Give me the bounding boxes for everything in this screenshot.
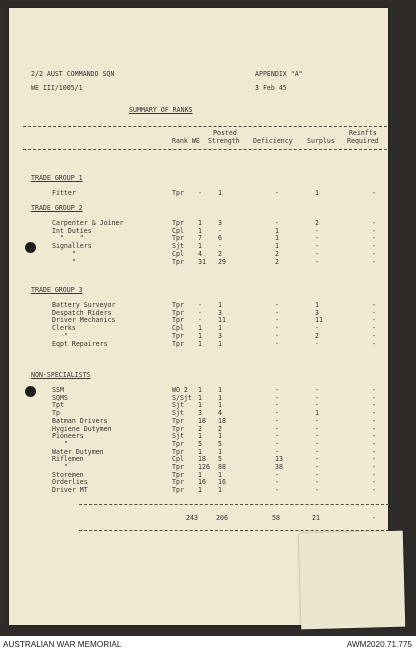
cell-reinfts: - <box>372 470 376 479</box>
cell-we: 1 <box>198 393 202 402</box>
col-posted-label: Posted <box>213 129 237 137</box>
totals-row <box>9 514 388 522</box>
cell-strength: 6 <box>218 234 222 243</box>
cell-reinfts: - <box>372 416 376 425</box>
total-surplus: 21 <box>312 514 320 522</box>
header-rule-bottom <box>23 149 387 150</box>
footer-accession-number: AWM2020.71.775 <box>346 640 412 649</box>
cell-deficiency: - <box>275 416 279 425</box>
row-label: Carpenter & Joiner <box>52 219 124 227</box>
cell-strength: 3 <box>218 331 222 340</box>
cell-we: 1 <box>198 386 202 394</box>
cell-we: - <box>198 189 202 197</box>
row-label: Tpt <box>52 401 64 410</box>
group-heading: TRADE GROUP 2 <box>31 204 83 212</box>
cell-deficiency: - <box>275 401 279 410</box>
header-rule-top <box>23 126 387 127</box>
cell-rank: Tpr <box>172 234 184 243</box>
row-label: " <box>52 331 68 340</box>
cell-we: 1 <box>198 324 202 333</box>
group-heading: TRADE GROUP 3 <box>31 286 83 294</box>
cell-deficiency: - <box>275 470 279 479</box>
cell-surplus: - <box>315 424 319 433</box>
cell-surplus: - <box>315 432 319 441</box>
row-label: Tp <box>52 409 60 418</box>
row-label: Storemen <box>52 470 84 479</box>
cell-deficiency: 1 <box>275 234 279 243</box>
cell-deficiency: 38 <box>275 463 283 471</box>
cell-reinfts: - <box>372 331 376 340</box>
cell-reinfts: - <box>372 301 376 309</box>
row-label: " <box>52 439 68 448</box>
cell-rank: Tpr <box>172 478 184 487</box>
cell-rank: Tpr <box>172 316 184 325</box>
archive-footer <box>0 636 416 653</box>
cell-surplus: - <box>315 455 319 464</box>
cell-we: 126 <box>198 463 210 471</box>
cell-deficiency: - <box>275 189 279 197</box>
row-label: Clerks <box>52 324 76 333</box>
cell-we: 2 <box>198 424 202 433</box>
cell-we: 3 <box>198 409 202 418</box>
cell-strength: 4 <box>218 409 222 418</box>
cell-surplus: 3 <box>315 308 319 317</box>
cell-strength: 1 <box>218 339 222 348</box>
cell-deficiency: - <box>275 439 279 448</box>
cell-we: - <box>198 308 202 317</box>
cell-surplus: - <box>315 439 319 448</box>
cell-we: 1 <box>198 447 202 456</box>
cell-reinfts: - <box>372 339 376 348</box>
cell-rank: Cpl <box>172 455 184 464</box>
cell-deficiency: - <box>275 308 279 317</box>
cell-rank: Tpr <box>172 257 184 266</box>
col-required-label: Required <box>347 137 379 145</box>
cell-rank: Tpr <box>172 470 184 479</box>
cell-strength: - <box>218 242 222 251</box>
cell-rank: Tpr <box>172 301 184 309</box>
cell-we: 5 <box>198 439 202 448</box>
footer-institution: AUSTRALIAN WAR MEMORIAL <box>3 640 122 649</box>
cell-deficiency: - <box>275 393 279 402</box>
row-label: Int Duties <box>52 226 92 235</box>
cell-we: - <box>198 316 202 325</box>
cell-reinfts: - <box>372 463 376 471</box>
col-reinfts-label: Reinfts <box>349 129 377 137</box>
cell-rank: Tpr <box>172 339 184 348</box>
cell-reinfts: - <box>372 226 376 235</box>
row-label: " <box>52 257 76 266</box>
cell-rank: Tpr <box>172 447 184 456</box>
row-label: Driver Mechanics <box>52 316 116 325</box>
cell-reinfts: - <box>372 249 376 258</box>
cell-we: 18 <box>198 455 206 464</box>
cell-rank: Cpl <box>172 226 184 235</box>
cell-we: 1 <box>198 432 202 441</box>
cell-reinfts: - <box>372 424 376 433</box>
cell-rank: Tpr <box>172 416 184 425</box>
cell-we: 1 <box>198 339 202 348</box>
cell-strength: 1 <box>218 386 222 394</box>
cell-deficiency: - <box>275 324 279 333</box>
cell-surplus: - <box>315 447 319 456</box>
cell-rank: Sjt <box>172 409 184 418</box>
group-heading: NON-SPECIALISTS <box>31 371 91 379</box>
cell-deficiency: 1 <box>275 242 279 251</box>
cell-reinfts: - <box>372 257 376 266</box>
cell-rank: Tpr <box>172 439 184 448</box>
cell-reinfts: - <box>372 308 376 317</box>
cell-rank: S/Sjt <box>172 393 192 402</box>
table-row <box>9 340 388 348</box>
cell-deficiency: - <box>275 478 279 487</box>
totals-rule-top <box>79 504 389 505</box>
total-reinfts: - <box>372 514 376 522</box>
cell-strength: 18 <box>218 416 226 425</box>
cell-strength: 29 <box>218 257 226 266</box>
cell-deficiency: - <box>275 409 279 418</box>
cell-rank: Tpr <box>172 219 184 227</box>
cell-reinfts: - <box>372 439 376 448</box>
document-date: 3 Feb 45 <box>255 84 287 92</box>
cell-strength: 5 <box>218 455 222 464</box>
cell-strength: 1 <box>218 393 222 402</box>
cell-surplus: - <box>315 463 319 471</box>
row-label: " " <box>52 234 84 243</box>
cell-reinfts: - <box>372 324 376 333</box>
cell-surplus: 2 <box>315 331 319 340</box>
cell-strength: 1 <box>218 470 222 479</box>
cell-rank: Cpl <box>172 249 184 258</box>
cell-surplus: - <box>315 257 319 266</box>
cell-we: 7 <box>198 234 202 243</box>
totals-rule-bottom <box>79 530 389 531</box>
cell-rank: Tpr <box>172 308 184 317</box>
table-row <box>9 486 388 494</box>
col-deficiency-label: Deficiency <box>253 137 293 145</box>
cell-reinfts: - <box>372 455 376 464</box>
cell-deficiency: - <box>275 424 279 433</box>
cell-surplus: - <box>315 386 319 394</box>
cell-surplus: - <box>315 401 319 410</box>
cell-rank: WO 2 <box>172 386 188 394</box>
cell-reinfts: - <box>372 447 376 456</box>
row-label: Riflemen <box>52 455 84 464</box>
cell-surplus: - <box>315 226 319 235</box>
cell-strength: 88 <box>218 463 226 471</box>
col-surplus-label: Surplus <box>307 137 335 145</box>
cell-reinfts: - <box>372 219 376 227</box>
total-strength: 206 <box>216 514 228 522</box>
cell-reinfts: - <box>372 386 376 394</box>
cell-surplus: - <box>315 416 319 425</box>
cell-surplus: - <box>315 249 319 258</box>
cell-rank: Sjt <box>172 432 184 441</box>
paper-overlap-edge <box>299 531 405 630</box>
cell-strength: 3 <box>218 308 222 317</box>
cell-strength: 1 <box>218 486 222 495</box>
cell-surplus: 1 <box>315 189 319 197</box>
cell-strength: 3 <box>218 219 222 227</box>
cell-strength: 1 <box>218 447 222 456</box>
cell-surplus: - <box>315 324 319 333</box>
cell-we: 1 <box>198 226 202 235</box>
cell-deficiency: 2 <box>275 257 279 266</box>
cell-we: - <box>198 301 202 309</box>
cell-we: 1 <box>198 470 202 479</box>
row-label: Driver MT <box>52 486 88 495</box>
row-label: Signallers <box>52 242 92 251</box>
cell-surplus: - <box>315 234 319 243</box>
cell-strength: 1 <box>218 432 222 441</box>
cell-surplus: 2 <box>315 219 319 227</box>
cell-surplus: - <box>315 486 319 495</box>
cell-deficiency: - <box>275 339 279 348</box>
col-rank-we-label: Rank WE <box>172 137 200 145</box>
cell-rank: Sjt <box>172 242 184 251</box>
cell-deficiency: - <box>275 386 279 394</box>
cell-rank: Tpr <box>172 424 184 433</box>
cell-we: 31 <box>198 257 206 266</box>
cell-strength: 11 <box>218 316 226 325</box>
cell-rank: Tpr <box>172 331 184 340</box>
row-label: Batman Drivers <box>52 416 108 425</box>
row-label: Despatch Riders <box>52 308 112 317</box>
cell-surplus: - <box>315 393 319 402</box>
table-row <box>9 258 388 266</box>
cell-we: 4 <box>198 249 202 258</box>
row-label: Pioneers <box>52 432 84 441</box>
total-we: 243 <box>186 514 198 522</box>
row-label: Orderlies <box>52 478 88 487</box>
cell-reinfts: - <box>372 409 376 418</box>
row-label: Battery Surveyor <box>52 301 116 309</box>
cell-strength: 5 <box>218 439 222 448</box>
cell-we: 1 <box>198 486 202 495</box>
cell-strength: 2 <box>218 249 222 258</box>
cell-surplus: - <box>315 242 319 251</box>
cell-surplus: - <box>315 478 319 487</box>
cell-rank: Tpr <box>172 189 184 197</box>
table-row <box>9 189 388 197</box>
row-label: Hygiene Dutymen <box>52 424 112 433</box>
row-label: Water Dutymen <box>52 447 104 456</box>
cell-we: 16 <box>198 478 206 487</box>
cell-we: 1 <box>198 242 202 251</box>
cell-rank: Tpr <box>172 463 184 471</box>
cell-surplus: 1 <box>315 301 319 309</box>
punch-hole-top <box>25 242 36 253</box>
row-label: SQMS <box>52 393 68 402</box>
page-title: SUMMARY OF RANKS <box>129 106 193 114</box>
cell-surplus: - <box>315 339 319 348</box>
cell-reinfts: - <box>372 393 376 402</box>
row-label: SSM <box>52 386 64 394</box>
cell-we: 1 <box>198 219 202 227</box>
cell-reinfts: - <box>372 189 376 197</box>
row-label: " <box>52 463 68 471</box>
file-reference: WE III/1005/1 <box>31 84 83 92</box>
cell-strength: 16 <box>218 478 226 487</box>
cell-reinfts: - <box>372 234 376 243</box>
cell-strength: 1 <box>218 324 222 333</box>
cell-rank: Cpl <box>172 324 184 333</box>
cell-rank: Tpr <box>172 486 184 495</box>
cell-deficiency: - <box>275 316 279 325</box>
cell-surplus: 11 <box>315 316 323 325</box>
unit-name: 2/2 AUST COMMANDO SQN <box>31 70 115 78</box>
cell-strength: 2 <box>218 424 222 433</box>
cell-deficiency: - <box>275 331 279 340</box>
cell-surplus: 1 <box>315 409 319 418</box>
cell-deficiency: - <box>275 432 279 441</box>
cell-strength: 1 <box>218 189 222 197</box>
cell-reinfts: - <box>372 432 376 441</box>
cell-deficiency: 1 <box>275 226 279 235</box>
cell-we: 1 <box>198 331 202 340</box>
cell-reinfts: - <box>372 478 376 487</box>
cell-rank: Sjt <box>172 401 184 410</box>
cell-we: 1 <box>198 401 202 410</box>
cell-deficiency: - <box>275 301 279 309</box>
cell-strength: 1 <box>218 401 222 410</box>
cell-reinfts: - <box>372 242 376 251</box>
row-label: Fitter <box>52 189 76 197</box>
cell-deficiency: - <box>275 486 279 495</box>
col-strength-label: Strength <box>208 137 240 145</box>
cell-strength: - <box>218 226 222 235</box>
cell-deficiency: 13 <box>275 455 283 464</box>
row-label: " <box>52 249 76 258</box>
cell-reinfts: - <box>372 486 376 495</box>
cell-we: 18 <box>198 416 206 425</box>
cell-deficiency: - <box>275 219 279 227</box>
group-heading: TRADE GROUP 1 <box>31 174 83 182</box>
cell-deficiency: 2 <box>275 249 279 258</box>
cell-reinfts: - <box>372 316 376 325</box>
cell-deficiency: - <box>275 447 279 456</box>
appendix-label: APPENDIX "A" <box>255 70 303 78</box>
cell-strength: 1 <box>218 301 222 309</box>
total-deficiency: 58 <box>272 514 280 522</box>
punch-hole-bottom <box>25 386 36 397</box>
cell-surplus: - <box>315 470 319 479</box>
row-label: Eqpt Repairers <box>52 339 108 348</box>
cell-reinfts: - <box>372 401 376 410</box>
